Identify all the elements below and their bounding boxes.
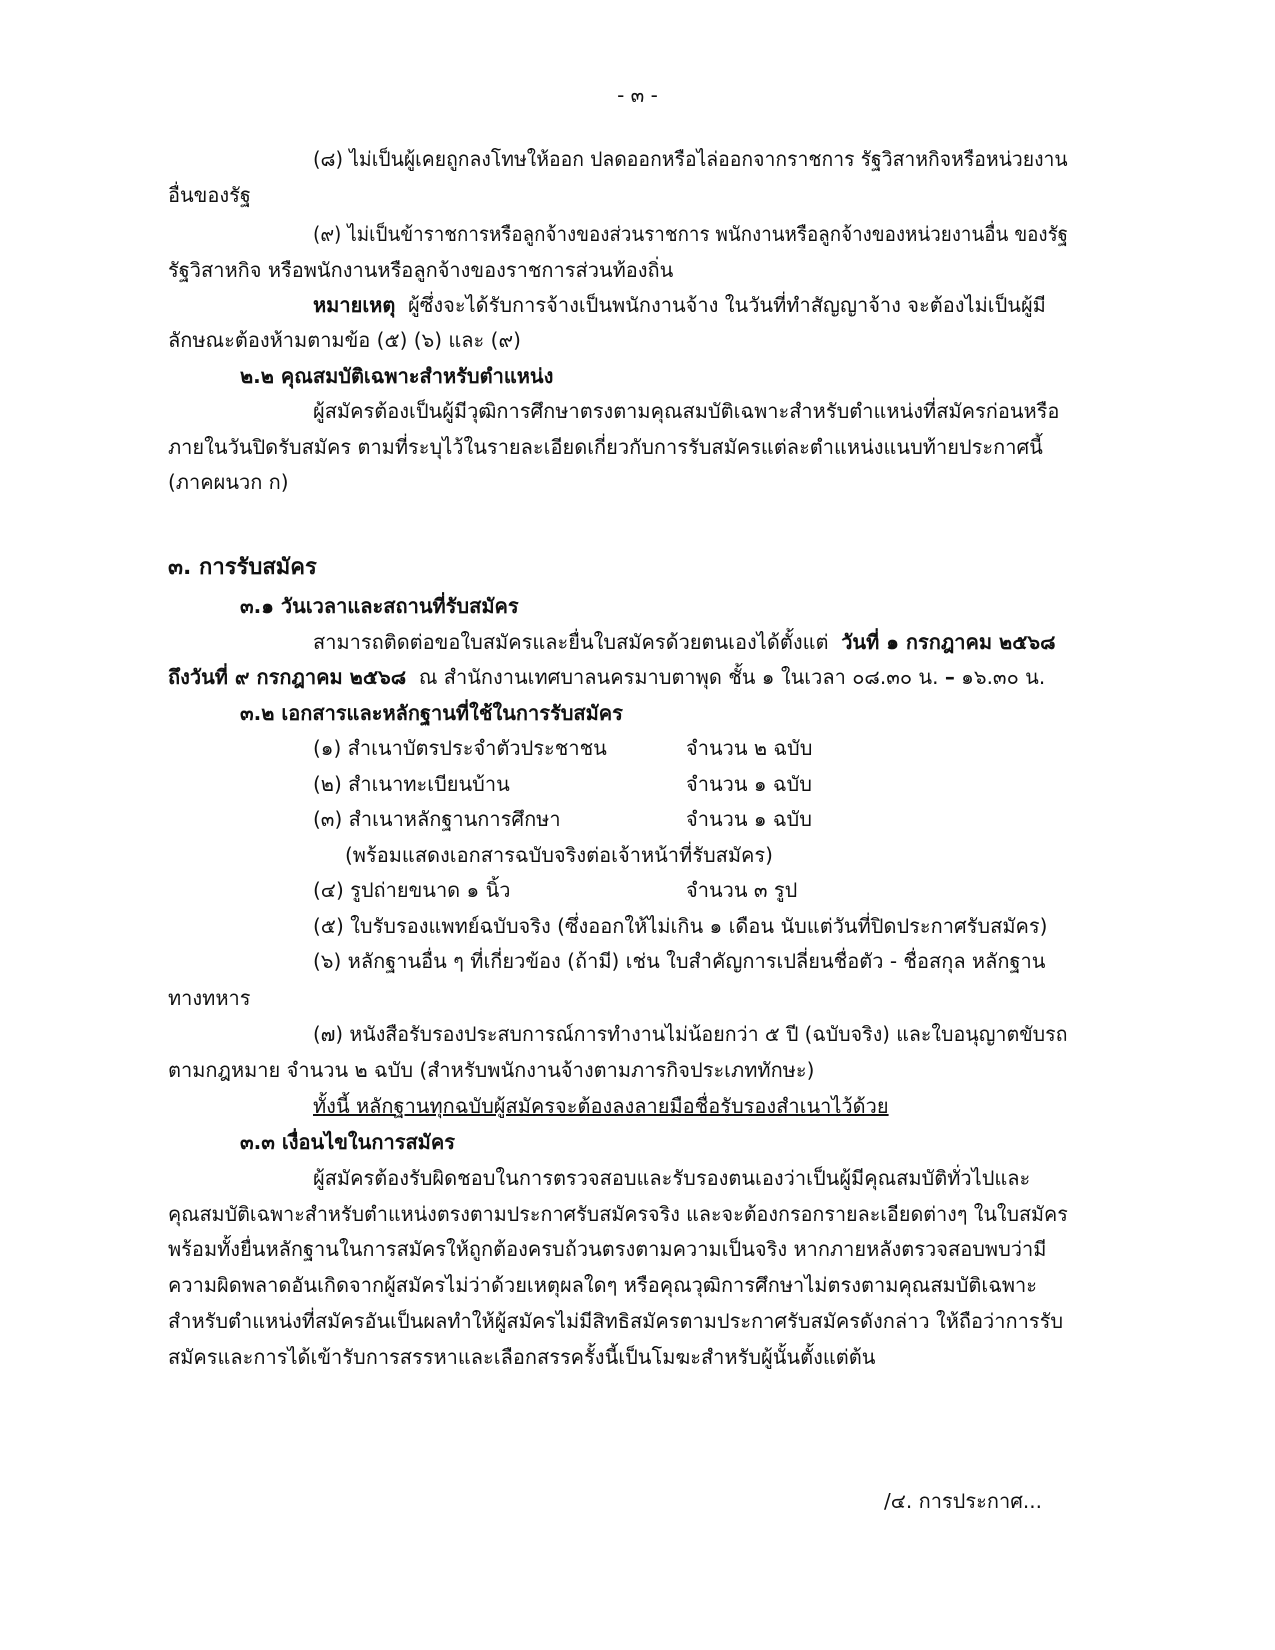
doc-item-6-line2: ทางทหาร [168,986,251,1010]
apply-location-time: ณ สำนักงานเทศบาลนครมาบตาพุด ชั้น ๑ ในเวลา ๐๘.๓๐ น. [418,665,939,689]
doc-item-qty: จำนวน ๑ ฉบับ [686,807,812,831]
section-2-2-line2: ภายในวันปิดรับสมัคร ตามที่ระบุไว้ในรายละเอียดเกี่ยวกับการรับสมัครแต่ละตำแหน่งแนบท้ายประกาศนี้ [168,435,1043,459]
doc-item-5: (๕) ใบรับรองแพทย์ฉบับจริง (ซึ่งออกให้ไม่เกิน ๑ เดือน นับแต่วันที่ปิดประกาศรับสมัคร) [313,914,1048,938]
doc-item-name: (๑) สำเนาบัตรประจำตัวประชาชน [313,736,607,760]
apply-intro-text: สามารถติดต่อขอใบสมัครและยื่นใบสมัครด้วยตนเองได้ตั้งแต่ [313,630,829,654]
doc-item-name: (๓) สำเนาหลักฐานการศึกษา [313,807,561,831]
section-3-heading: ๓. การรับสมัคร [168,555,317,580]
section-3-1-heading: ๓.๑ วันเวลาและสถานที่รับสมัคร [240,594,519,618]
doc-item-2 [313,769,812,799]
item9-line2: รัฐวิสาหกิจ หรือพนักงานหรือลูกจ้างของราชการส่วนท้องถิ่น [168,258,674,282]
note-text: ผู้ซึ่งจะได้รับการจ้างเป็นพนักงานจ้าง ในวันที่ทำสัญญาจ้าง จะต้องไม่เป็นผู้มี [408,293,1046,317]
doc-item-7-line2: ตามกฎหมาย จำนวน ๒ ฉบับ (สำหรับพนักงานจ้างตามภารกิจประเภททักษะ) [168,1058,815,1082]
note-label: หมายเหตุ [313,293,396,317]
page-number: - ๓ - [617,83,658,107]
section-2-2-line1: ผู้สมัครต้องเป็นผู้มีวุฒิการศึกษาตรงตามคุณสมบัติเฉพาะสำหรับตำแหน่งที่สมัครก่อนหรือ [313,399,1060,423]
apply-start-date: วันที่ ๑ กรกฎาคม ๒๕๖๘ [841,630,1056,654]
section-3-3-line1: ผู้สมัครต้องรับผิดชอบในการตรวจสอบและรับรองตนเองว่าเป็นผู้มีคุณสมบัติทั่วไปและ [313,1166,1031,1190]
section-3-1-line2 [168,662,1045,692]
doc-item-1 [313,733,813,763]
certify-copy-note: ทั้งนี้ หลักฐานทุกฉบับผู้สมัครจะต้องลงลายมือชื่อรับรองสำเนาไว้ด้วย [313,1094,889,1118]
section-3-2-heading: ๓.๒ เอกสารและหลักฐานที่ใช้ในการรับสมัคร [240,701,623,725]
footer-continuation: /๔. การประกาศ... [884,1489,1042,1513]
doc-item-qty: จำนวน ๒ ฉบับ [686,736,813,760]
doc-item-3-note: (พร้อมแสดงเอกสารฉบับจริงต่อเจ้าหน้าที่รับสมัคร) [345,843,773,867]
section-3-3-line6: สมัครและการได้เข้ารับการสรรหาและเลือกสรรครั้งนี้เป็นโมฆะสำหรับผู้นั้นตั้งแต่ต้น [168,1345,876,1369]
doc-item-7-line1: (๗) หนังสือรับรองประสบการณ์การทำงานไม่น้อยกว่า ๕ ปี (ฉบับจริง) และใบอนุญาตขับรถ [313,1022,1068,1046]
section-3-3-line2: คุณสมบัติเฉพาะสำหรับตำแหน่งตรงตามประกาศรับสมัครจริง และจะต้องกรอกรายละเอียดต่างๆ ในใบสมัคร [168,1202,1068,1226]
section-3-3-heading: ๓.๓ เงื่อนไขในการสมัคร [240,1130,455,1154]
section-3-3-line3: พร้อมทั้งยื่นหลักฐานในการสมัครให้ถูกต้องครบถ้วนตรงตามความเป็นจริง หากภายหลังตรวจสอบพบว่ามี [168,1237,1047,1261]
doc-item-6-line1: (๖) หลักฐานอื่น ๆ ที่เกี่ยวข้อง (ถ้ามี) เช่น ใบสำคัญการเปลี่ยนชื่อตัว - ชื่อสกุล หลักฐาน [313,949,1046,973]
section-3-3-line5: สำหรับตำแหน่งที่สมัครอันเป็นผลทำให้ผู้สมัครไม่มีสิทธิสมัครตามประกาศรับสมัครดังกล่าว ให้ถือว่าการรับ [168,1309,1064,1333]
item8-line1: (๘) ไม่เป็นผู้เคยถูกลงโทษให้ออก ปลดออกหรือไล่ออกจากราชการ รัฐวิสาหกิจหรือหน่วยงาน [313,147,1068,171]
section-2-2-line3: (ภาคผนวก ก) [168,470,289,494]
doc-item-4 [313,875,798,905]
note-line1 [313,290,1046,320]
section-3-1-line1 [313,627,1056,657]
note-line2: ลักษณะต้องห้ามตามข้อ (๕) (๖) และ (๙) [168,328,521,352]
section-2-2-heading: ๒.๒ คุณสมบัติเฉพาะสำหรับตำแหน่ง [240,364,554,388]
time-dash: – [944,665,955,689]
apply-end-time: ๑๖.๓๐ น. [961,665,1046,689]
doc-item-3 [313,804,812,834]
item9-line1: (๙) ไม่เป็นข้าราชการหรือลูกจ้างของส่วนราชการ พนักงานหรือลูกจ้างของหน่วยงานอื่น ของรัฐ [313,222,1069,246]
doc-item-name: (๒) สำเนาทะเบียนบ้าน [313,772,510,796]
apply-end-date: ถึงวันที่ ๙ กรกฎาคม ๒๕๖๘ [168,665,407,689]
doc-item-qty: จำนวน ๑ ฉบับ [686,772,812,796]
doc-item-qty: จำนวน ๓ รูป [686,878,798,902]
section-3-3-line4: ความผิดพลาดอันเกิดจากผู้สมัครไม่ว่าด้วยเหตุผลใดๆ หรือคุณวุฒิการศึกษาไม่ตรงตามคุณสมบัติเฉพาะ [168,1273,1038,1297]
doc-item-name: (๔) รูปถ่ายขนาด ๑ นิ้ว [313,878,511,902]
item8-line2: อื่นของรัฐ [168,183,251,207]
